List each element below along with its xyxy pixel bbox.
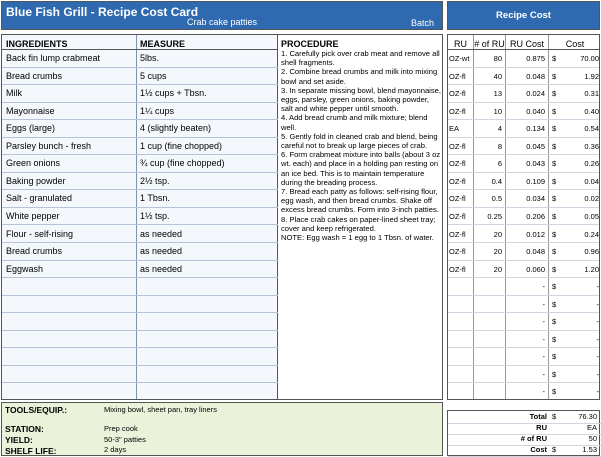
yield-value: 50-3" patties <box>104 435 146 444</box>
ingredient-measure: 5 cups <box>140 70 167 81</box>
currency-sign: $ <box>552 369 557 379</box>
cost-row <box>448 173 600 191</box>
ingredient-measure: as needed <box>140 228 183 239</box>
currency-sign: $ <box>552 387 557 397</box>
ru-count: 13 <box>493 89 502 99</box>
ru-cost: - <box>542 352 545 362</box>
ru-unit: OZ-fl <box>449 71 466 81</box>
num-ru-heading: # of RU <box>474 39 505 49</box>
measure-heading: MEASURE <box>140 39 186 49</box>
ingredient-measure: 1¼ cups <box>140 105 175 116</box>
summary-currency: $ <box>552 412 557 421</box>
cost-row <box>448 103 600 121</box>
ingredient-measure: 1 cup (fine chopped) <box>140 140 223 151</box>
currency-sign: $ <box>552 229 557 239</box>
recipe-cost-title: Recipe Cost <box>496 10 551 21</box>
ingredients-table <box>1 34 443 400</box>
ingredient-row <box>2 296 278 314</box>
line-cost: 0.24 <box>584 229 599 239</box>
ru-unit: OZ-fl <box>449 141 466 151</box>
station-label: STATION: <box>5 424 44 434</box>
ru-cost-heading: RU Cost <box>509 39 544 49</box>
ingredient-measure: as needed <box>140 246 183 257</box>
ru-cost: 0.040 <box>526 106 545 116</box>
ingredient-name: Flour - self-rising <box>6 228 74 239</box>
line-cost: - <box>596 317 599 327</box>
cost-row <box>448 366 600 384</box>
currency-sign: $ <box>552 264 557 274</box>
line-cost: - <box>596 387 599 397</box>
ru-cost: - <box>542 299 545 309</box>
currency-sign: $ <box>552 159 557 169</box>
currency-sign: $ <box>552 124 557 134</box>
ru-cost: 0.134 <box>526 124 545 134</box>
ru-count: 40 <box>493 71 502 81</box>
ru-count: 20 <box>493 247 502 257</box>
batch-label: Batch <box>410 18 434 28</box>
ru-cost: 0.048 <box>526 247 545 257</box>
ingredient-row <box>2 313 278 331</box>
ru-count: 0.25 <box>487 211 502 221</box>
cost-row <box>448 120 600 138</box>
yield-label: YIELD: <box>5 435 33 445</box>
line-cost: - <box>596 369 599 379</box>
cost-summary <box>447 410 600 456</box>
ru-count: 0.5 <box>491 194 502 204</box>
ru-count: 6 <box>497 159 502 169</box>
ingredient-row <box>2 348 278 366</box>
ru-count: 20 <box>493 264 502 274</box>
line-cost: - <box>596 334 599 344</box>
ingredient-name: Baking powder <box>6 175 66 186</box>
summary-label: RU <box>536 423 547 432</box>
ingredient-row <box>2 173 278 191</box>
ru-unit: OZ-fl <box>449 89 466 99</box>
cost-row <box>448 261 600 279</box>
ingredient-name: Mayonnaise <box>6 105 55 116</box>
currency-sign: $ <box>552 89 557 99</box>
summary-value: 76.30 <box>578 412 597 421</box>
ingredient-name: Bread crumbs <box>6 246 63 257</box>
ru-cost: 0.045 <box>526 141 545 151</box>
line-cost: 1.92 <box>584 71 599 81</box>
currency-sign: $ <box>552 106 557 116</box>
cost-row <box>448 226 600 244</box>
ingredient-measure: 1½ tsp. <box>140 210 170 221</box>
cost-rows <box>448 50 600 400</box>
summary-value: EA <box>586 423 597 432</box>
ingredient-row <box>2 278 278 296</box>
cost-row <box>448 208 600 226</box>
ingredient-row <box>2 50 278 68</box>
ingredient-row <box>2 68 278 86</box>
ingredient-row <box>2 103 278 121</box>
line-cost: 0.96 <box>584 247 599 257</box>
cost-row <box>448 296 600 314</box>
ingredient-row <box>2 366 278 384</box>
summary-value: 50 <box>588 434 597 443</box>
ingredient-row <box>2 190 278 208</box>
ingredient-name: Parsley bunch - fresh <box>6 140 92 151</box>
page-title: Blue Fish Grill - Recipe Cost Card <box>6 5 199 19</box>
cost-row <box>448 383 600 400</box>
cost-row <box>448 155 600 173</box>
summary-label: Total <box>529 412 547 421</box>
ingredient-measure: 4 (slightly beaten) <box>140 123 212 134</box>
line-cost: - <box>596 282 599 292</box>
line-cost: 0.04 <box>584 176 599 186</box>
line-cost: 0.05 <box>584 211 599 221</box>
station-value: Prep cook <box>104 424 138 433</box>
cost-row <box>448 331 600 349</box>
ru-heading: RU <box>454 39 467 49</box>
tools-label: TOOLS/EQUIP.: <box>5 405 68 415</box>
ingredient-name: Salt - granulated <box>6 193 73 204</box>
cost-row <box>448 278 600 296</box>
ingredient-name: Bread crumbs <box>6 70 63 81</box>
ingredient-measure: 1 Tbsn. <box>140 193 170 204</box>
ru-count: 20 <box>493 229 502 239</box>
ingredient-row <box>2 120 278 138</box>
ru-cost: 0.024 <box>526 89 545 99</box>
ru-unit: OZ-fl <box>449 194 466 204</box>
currency-sign: $ <box>552 282 557 292</box>
ru-cost: 0.034 <box>526 194 545 204</box>
ingredient-row <box>2 85 278 103</box>
tools-value: Mixing bowl, sheet pan, tray liners <box>104 405 217 414</box>
summary-label: Cost <box>530 445 547 454</box>
ingredient-row <box>2 208 278 226</box>
ingredient-measure: 2½ tsp. <box>140 175 170 186</box>
currency-sign: $ <box>552 334 557 344</box>
ru-cost: 0.012 <box>526 229 545 239</box>
ru-unit: OZ-fl <box>449 106 466 116</box>
cost-row <box>448 348 600 366</box>
ingredient-row <box>2 155 278 173</box>
currency-sign: $ <box>552 299 557 309</box>
cost-row <box>448 190 600 208</box>
ru-cost: - <box>542 317 545 327</box>
ru-count: 10 <box>493 106 502 116</box>
cost-row <box>448 85 600 103</box>
ru-cost: 0.048 <box>526 71 545 81</box>
shelf-life-label: SHELF LIFE: <box>5 446 57 456</box>
ru-cost: 0.060 <box>526 264 545 274</box>
ru-unit: OZ-fl <box>449 229 466 239</box>
ingredient-name: White pepper <box>6 210 60 221</box>
ingredient-row <box>2 243 278 261</box>
summary-value: 1.53 <box>582 445 597 454</box>
ingredient-row <box>2 261 278 279</box>
summary-label: # of RU <box>520 434 547 443</box>
ru-cost: - <box>542 282 545 292</box>
line-cost: 0.02 <box>584 194 599 204</box>
ru-unit: OZ-fl <box>449 176 466 186</box>
ru-unit: EA <box>449 124 460 134</box>
procedure-heading: PROCEDURE <box>281 39 339 49</box>
recipe-cost-header <box>447 1 600 30</box>
cost-row <box>448 68 600 86</box>
ru-cost: 0.875 <box>526 54 545 63</box>
ru-cost: 0.109 <box>526 176 545 186</box>
ru-count: 8 <box>497 141 502 151</box>
ingredient-measure: 1½ cups + Tbsn. <box>140 88 207 99</box>
ru-unit: OZ-fl <box>449 264 466 274</box>
line-cost: 0.36 <box>584 141 599 151</box>
ingredient-row <box>2 383 278 400</box>
ingredient-rows <box>2 50 278 400</box>
line-cost: 0.40 <box>584 106 599 116</box>
ingredient-row <box>2 226 278 244</box>
currency-sign: $ <box>552 176 557 186</box>
currency-sign: $ <box>552 247 557 257</box>
ru-unit: OZ-fl <box>449 159 466 169</box>
recipe-header <box>1 1 443 30</box>
currency-sign: $ <box>552 211 557 221</box>
shelf-life-value: 2 days <box>104 445 127 454</box>
currency-sign: $ <box>552 352 557 362</box>
ru-cost: 0.206 <box>526 211 545 221</box>
ingredient-measure: 5lbs. <box>140 53 160 63</box>
procedure-text: 1. Carefully pick over crab meat and remove all shell fragments. 2. Combine bread crumbs and milk into mixing bowl and set aside. 3. In separate missing bowl, blend mayonnaise, eggs, parsley, green onions, baking powder, salt and white pepper until smooth. 4. Add bread crumb and milk mixture; blend well. 5. Gently fold in cleaned crab and blend, being careful not to break up large pieces of crab. 6. Form crabmeat mixture into balls (about 3 oz wt. each) and place in a holding pan resting on an ice bed. This is to maintain temperature during the breading process. 7. Bread each patty as follows: self-rising flour, egg wash, and then bread crumbs. Shake off excess bread crumbs. Form into 3-inch patties. 8. Place crab cakes on paper-lined sheet tray; cover and keep refrigerated. NOTE: Egg wash = 1 egg to 1 Tbsn. of water. <box>281 49 441 243</box>
ru-unit: OZ-fl <box>449 247 466 257</box>
recipe-name: Crab cake patties <box>186 17 258 27</box>
cost-heading: Cost <box>565 39 585 49</box>
currency-sign: $ <box>552 71 557 81</box>
ingredient-name: Back fin lump crabmeat <box>6 53 101 63</box>
ingredient-name: Eggs (large) <box>6 123 56 134</box>
ingredient-name: Green onions <box>6 158 61 169</box>
currency-sign: $ <box>552 54 557 63</box>
ru-unit: OZ-fl <box>449 211 466 221</box>
cost-table <box>447 34 600 400</box>
ingredient-name: Milk <box>6 88 22 99</box>
cost-row <box>448 50 600 68</box>
line-cost: 0.26 <box>584 159 599 169</box>
ingredient-row <box>2 331 278 349</box>
currency-sign: $ <box>552 141 557 151</box>
line-cost: - <box>596 352 599 362</box>
line-cost: 0.31 <box>584 89 599 99</box>
cost-row <box>448 243 600 261</box>
ingredient-row <box>2 138 278 156</box>
ru-unit: OZ-wt <box>449 54 470 63</box>
line-cost: 70.00 <box>580 54 599 63</box>
ru-cost: - <box>542 334 545 344</box>
ingredient-name: Eggwash <box>6 263 44 274</box>
ru-count: 4 <box>497 124 502 134</box>
ru-cost: 0.043 <box>526 159 545 169</box>
ru-count: 0.4 <box>491 176 502 186</box>
currency-sign: $ <box>552 194 557 204</box>
recipe-footer <box>1 402 443 456</box>
ru-cost: - <box>542 369 545 379</box>
line-cost: 0.54 <box>584 124 599 134</box>
cost-row <box>448 138 600 156</box>
currency-sign: $ <box>552 317 557 327</box>
summary-currency: $ <box>552 445 557 454</box>
line-cost: 1.20 <box>584 264 599 274</box>
ru-count: 80 <box>493 54 502 63</box>
ingredients-heading: INGREDIENTS <box>6 39 68 49</box>
ru-cost: - <box>542 387 545 397</box>
cost-row <box>448 313 600 331</box>
line-cost: - <box>596 299 599 309</box>
ingredient-measure: ¾ cup (fine chopped) <box>140 158 225 169</box>
ingredient-measure: as needed <box>140 263 183 274</box>
